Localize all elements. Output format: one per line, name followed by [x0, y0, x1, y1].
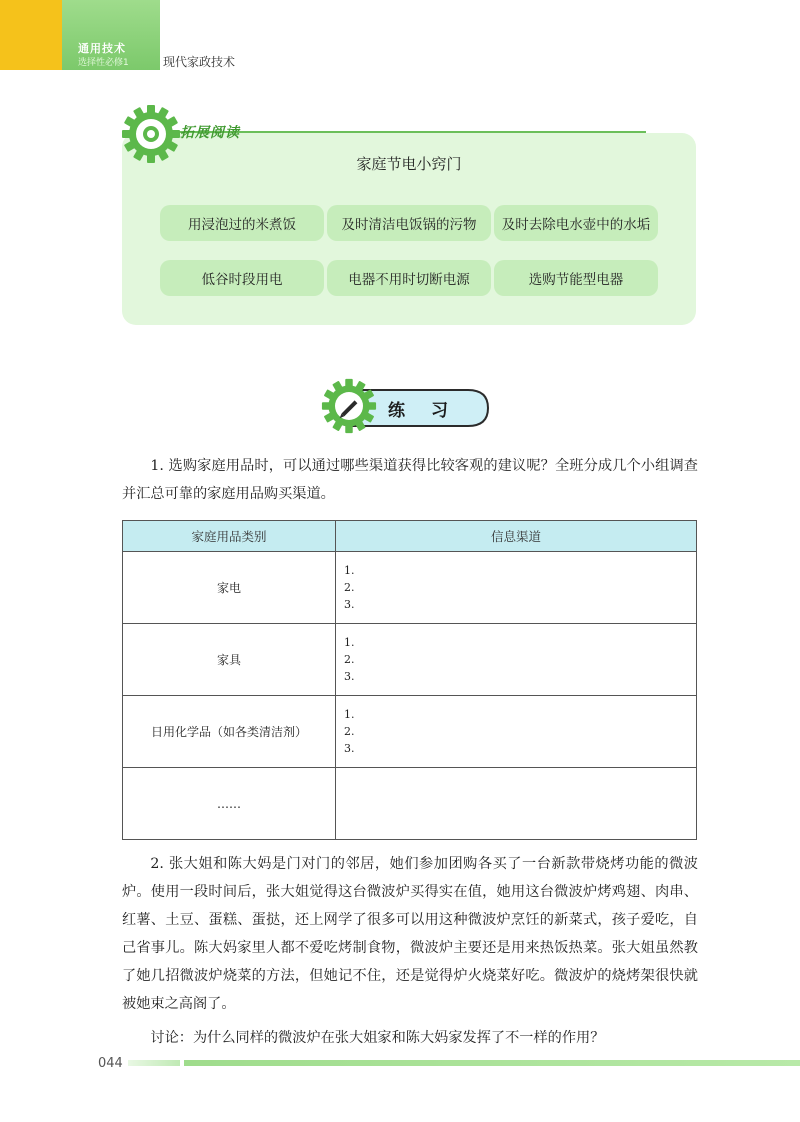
info-channel-table [122, 520, 697, 840]
channel-line: 2. [344, 725, 355, 738]
channel-line: 3. [344, 670, 355, 683]
tip-pill: 选购节能型电器 [494, 260, 658, 296]
reading-header-line [176, 131, 646, 133]
category-cell: 家具 [123, 624, 336, 696]
header-accent-green [62, 0, 160, 70]
pencil-gear-icon [321, 378, 377, 434]
channel-line: 2. [344, 653, 355, 666]
table-row [123, 768, 697, 840]
tip-pill: 电器不用时切断电源 [327, 260, 491, 296]
tip-pill: 低谷时段用电 [160, 260, 324, 296]
channel-cell[interactable] [336, 552, 697, 624]
channel-cell[interactable] [336, 696, 697, 768]
channel-line: 1. [344, 564, 355, 577]
channel-cell[interactable] [336, 768, 697, 840]
channel-line: 3. [344, 742, 355, 755]
table-row [123, 696, 697, 768]
channel-cell[interactable] [336, 624, 697, 696]
header-accent-yellow [0, 0, 62, 70]
footer-bar-light [128, 1060, 180, 1066]
footer-bar [184, 1060, 800, 1066]
question-1: 1. 选购家庭用品时，可以通过哪些渠道获得比较客观的建议呢？全班分成几个小组调查并汇总可靠的家庭用品购买渠道。 [122, 458, 698, 502]
page-number: 044 [98, 1056, 123, 1071]
tip-pill: 用浸泡过的米煮饭 [160, 205, 324, 241]
table-row [123, 624, 697, 696]
category-cell: 日用化学品（如各类清洁剂） [123, 696, 336, 768]
series-title: 通用技术 [78, 42, 126, 55]
chapter-title: 现代家政技术 [163, 55, 236, 69]
reading-title: 家庭节电小窍门 [356, 155, 462, 173]
tip-pill: 及时去除电水壶中的水垢 [494, 205, 658, 241]
channel-line: 3. [344, 598, 355, 611]
category-cell: 家电 [123, 552, 336, 624]
question-2: 2. 张大姐和陈大妈是门对门的邻居，她们参加团购各买了一台新款带烧烤功能的微波炉。使用一段时间后，张大姐觉得这台微波炉买得实在值，她用这台微波炉烤鸡翅、肉串、红薯、土豆、蛋糕、蛋挞，还上网学了很多可以用这种微波炉烹饪的新菜式，孩子爱吃，自己省事儿。陈大妈家里人都不爱吃烤制食物，微波炉主要还是用来热饭热菜。张大姐虽然教了她几招微波炉烧菜的方法，但她记不住，还是觉得炉火烧菜好吃。微波炉的烧烤架很快就被她束之高阁了。 [122, 856, 698, 1012]
channel-line: 2. [344, 581, 355, 594]
column-header: 信息渠道 [336, 521, 697, 552]
column-header: 家庭用品类别 [123, 521, 336, 552]
table-header-row [123, 521, 697, 552]
channel-line: 1. [344, 636, 355, 649]
exercise-label: 练习 [388, 401, 474, 421]
category-cell: …… [123, 768, 336, 840]
volume-title: 选择性必修1 [78, 58, 129, 68]
reading-label: 拓展阅读 [180, 125, 240, 141]
table-row [123, 552, 697, 624]
tip-pill: 及时清洁电饭锅的污物 [327, 205, 491, 241]
channel-line: 1. [344, 708, 355, 721]
discussion-prompt: 讨论：为什么同样的微波炉在张大姐家和陈大妈家发挥了不一样的作用？ [150, 1030, 605, 1046]
